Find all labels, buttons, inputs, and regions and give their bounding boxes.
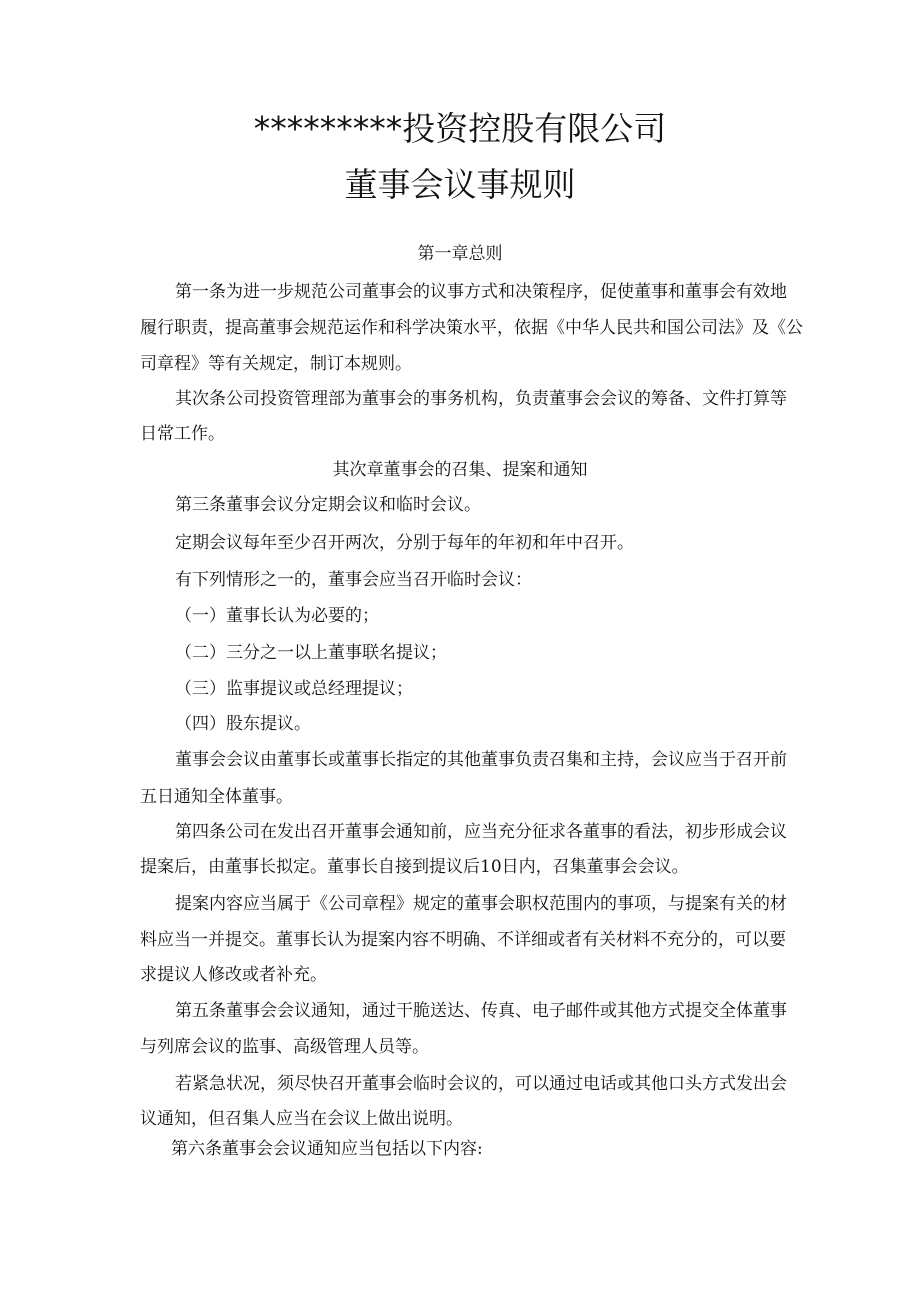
article-5-line-2: 与列席会议的监事、高级管理人员等。 [140, 1037, 429, 1057]
proposal-line-2: 料应当一并提交。董事长认为提案内容不明确、不详细或者有关材料不充分的，可以要 [140, 930, 786, 950]
proposal-line-3: 求提议人修改或者补充。 [140, 965, 327, 985]
article-6: 第六条董事会会议通知应当包括以下内容: [171, 1139, 483, 1159]
case-item-2: （二）三分之一以上董事联名提议； [175, 643, 447, 663]
chapter-1-heading: 第一章总则 [417, 244, 503, 264]
proposal-line-1: 提案内容应当属于《公司章程》规定的董事会职权范围内的事项，与提案有关的材 [175, 894, 787, 914]
chapter-2-heading: 其次章董事会的召集、提案和通知 [332, 460, 588, 480]
regular-meeting-text: 定期会议每年至少召开两次，分别于每年的年初和年中召开。 [175, 533, 634, 553]
article-5-line-1: 第五条董事会会议通知，通过干脆送达、传真、电子邮件或其他方式提交全体董事 [175, 1001, 787, 1021]
article-2-line-2: 日常工作。 [140, 424, 225, 444]
article-4-line-2: 提案后，由董事长拟定。董事长自接到提议后10日内，召集董事会会议。 [140, 857, 689, 877]
article-1-line-1: 第一条为进一步规范公司董事会的议事方式和决策程序，促使董事和董事会有效地 [175, 282, 787, 302]
company-title: *********投资控股有限公司 [253, 109, 667, 148]
case-item-1: （一）董事长认为必要的； [175, 606, 379, 626]
article-3: 第三条董事会议分定期会议和临时会议。 [175, 495, 481, 515]
urgent-line-1: 若紧急状况，须尽快召开董事会临时会议的，可以通过电话或其他口头方式发出会 [175, 1074, 787, 1094]
article-1-line-3: 司章程》等有关规定，制订本规则。 [140, 354, 412, 374]
article-1-line-2: 履行职责，提高董事会规范运作和科学决策水平，依据《中华人民共和国公司法》及《公 [140, 318, 803, 338]
urgent-line-2: 议通知，但召集人应当在会议上做出说明。 [140, 1109, 463, 1129]
temporary-meeting-intro: 有下列情形之一的，董事会应当召开临时会议： [175, 570, 532, 590]
document-title: 董事会议事规则 [344, 165, 576, 204]
article-4-line-1: 第四条公司在发出召开董事会通知前，应当充分征求各董事的看法，初步形成会议 [175, 822, 787, 842]
case-item-3: （三）监事提议或总经理提议； [175, 679, 413, 699]
article-2-line-1: 其次条公司投资管理部为董事会的事务机构，负责董事会会议的筹备、文件打算等 [175, 389, 787, 409]
convene-line-1: 董事会会议由董事长或董事长指定的其他董事负责召集和主持，会议应当于召开前 [175, 750, 787, 770]
convene-line-2: 五日通知全体董事。 [140, 787, 293, 807]
case-item-4: （四）股东提议。 [175, 714, 311, 734]
